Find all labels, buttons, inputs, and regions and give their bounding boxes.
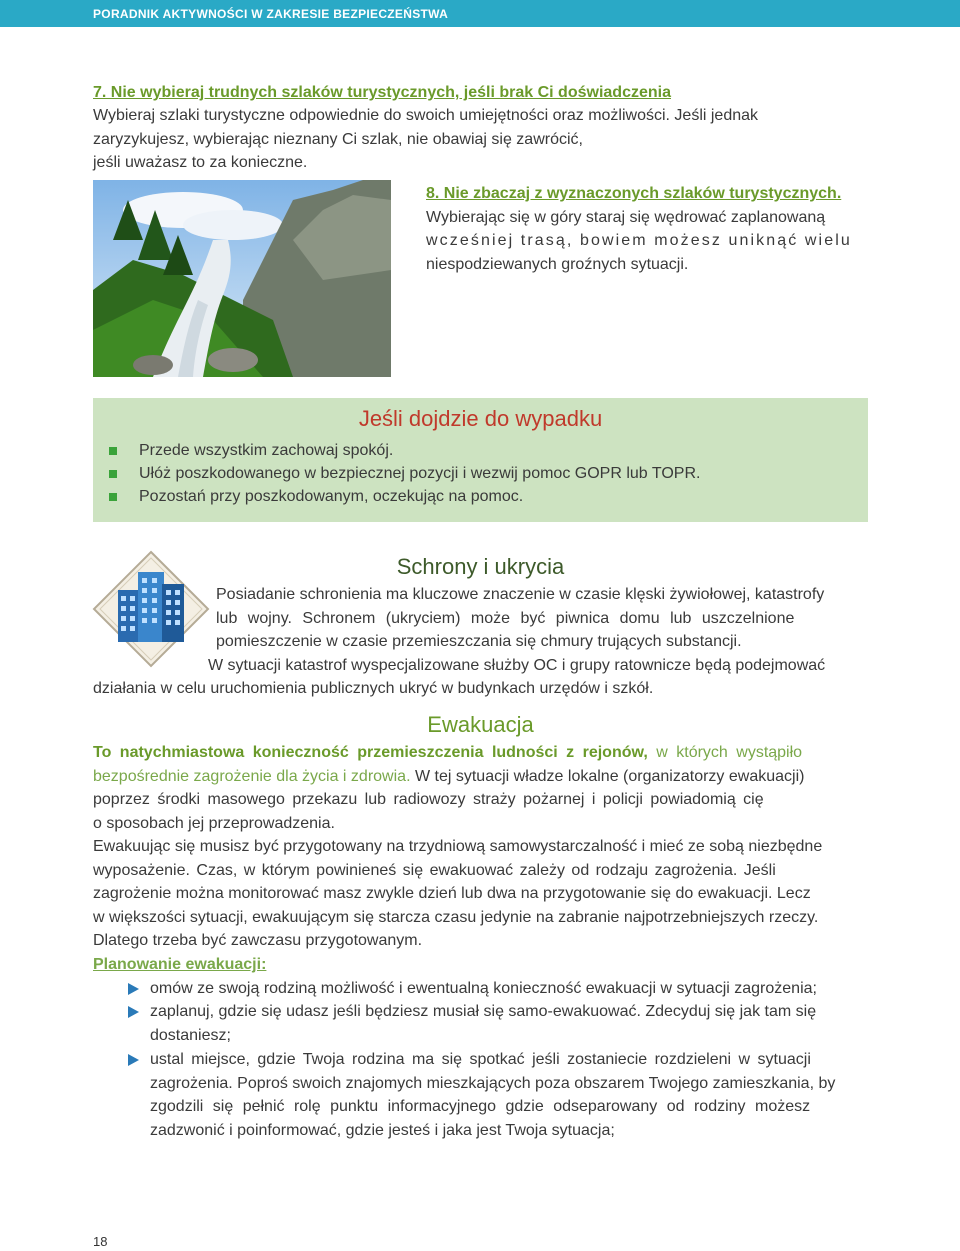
- section7-line-1: Wybieraj szlaki turystyczne odpowiednie do swoich umiejętności oraz możliwości. Jeśli jednak: [93, 107, 759, 124]
- shelters-title: Schrony i ukrycia: [396, 554, 565, 579]
- arrow-right-icon: [128, 1054, 139, 1066]
- section7-heading: 7. Nie wybieraj trudnych szlaków turystycznych, jeśli brak Ci doświadczenia: [93, 84, 671, 101]
- section7-line-3: jeśli uważasz to za konieczne.: [93, 154, 308, 171]
- section8-line-3: niespodziewanych groźnych sytuacji.: [426, 256, 689, 273]
- section7-line-2: zaryzykujesz, wybierając nieznany Ci szlak, nie obawiaj się zawrócić,: [93, 131, 583, 148]
- planning-item-text: omów ze swoją rodziną możliwość i ewentualną konieczność ewakuacji w sytuacji zagrożenia;: [150, 980, 817, 997]
- accident-item: Przede wszystkim zachowaj spokój.: [139, 442, 393, 460]
- bullet-square-icon: [109, 493, 117, 501]
- evacuation-line-4: o sposobach jej przeprowadzenia.: [93, 815, 335, 832]
- accident-info-box: [93, 398, 868, 522]
- shelters-line-3: pomieszczenie w czasie przemieszczania się chmury trujących substancji.: [216, 633, 742, 650]
- header-title: PORADNIK AKTYWNOŚCI W ZAKRESIE BEZPIECZEŃSTWA: [93, 7, 449, 21]
- evacuation-line-6: wyposażenie. Czas, w którym powinieneś się ewakuować zależy od rodzaju zagrożenia. Jeśli: [93, 862, 776, 879]
- evacuation-line-2: bezpośrednie zagrożenie dla życia i zdrowia. W tej sytuacji władze lokalne (organizatorzy ewakuacji): [93, 768, 805, 785]
- shelters-line-5: działania w celu uruchomienia publicznych ukryć w budynkach urzędów i szkół.: [93, 680, 654, 697]
- arrow-right-icon: [128, 983, 139, 995]
- evacuation-line-9: Dlatego trzeba być zawczasu przygotowanym.: [93, 932, 423, 949]
- mountain-stream-photo: [93, 180, 391, 377]
- evacuation-title: Ewakuacja: [427, 712, 534, 737]
- arrow-right-icon: [128, 1006, 139, 1018]
- building-icon: [92, 550, 210, 668]
- planning-item-text: ustal miejsce, gdzie Twoja rodzina ma się spotkać jeśli zostaniecie rozdzieleni w sytuacji zagrożenia. Poproś swoich znajomych mieszkających poza obszarem Twojego zamieszkania, by zgodzili się pełnić rolę punktu informacyjnego gdzie odseparowany od rodziny możesz zadzwonić i poinformować, gdzie jesteś i jaka jest Twoja sytuacja;: [150, 1051, 836, 1139]
- section8-line-1: Wybierając się w góry staraj się wędrować zaplanowaną: [426, 209, 826, 226]
- accident-item: Pozostań przy poszkodowanym, oczekując na pomoc.: [139, 488, 523, 506]
- planning-heading: Planowanie ewakuacji:: [93, 956, 267, 973]
- accident-title: Jeśli dojdzie do wypadku: [358, 406, 603, 431]
- header-bar: [0, 0, 960, 27]
- page-number: 18: [93, 1234, 108, 1249]
- section8-line-2: wcześniej trasą, bowiem możesz uniknąć wielu: [426, 232, 852, 249]
- evacuation-intro: To natychmiastowa konieczność przemieszczenia ludności z rejonów, w których wystąpiło: [93, 744, 803, 761]
- bullet-square-icon: [109, 470, 117, 478]
- accident-item: Ułóż poszkodowanego w bezpiecznej pozycji i wezwij pomoc GOPR lub TOPR.: [139, 465, 700, 483]
- planning-item-text: zaplanuj, gdzie się udasz jeśli będziesz musiał się samo-ewakuować. Zdecyduj się jak tam się dostaniesz;: [150, 1003, 817, 1044]
- evacuation-line-5: Ewakuując się musisz być przygotowany na trzydniową samowystarczalność i mieć ze sobą niezbędne: [93, 838, 823, 855]
- evacuation-line-8: w większości sytuacji, ewakuującym się starcza czasu jedynie na zabranie najpotrzebniejszych rzeczy.: [93, 909, 819, 926]
- shelters-line-2: lub wojny. Schronem (ukryciem) może być piwnica domu lub uszczelnione: [216, 610, 795, 627]
- shelters-line-4: W sytuacji katastrof wyspecjalizowane służby OC i grupy ratownicze będą podejmować: [208, 657, 826, 674]
- evacuation-line-7: zagrożenie można monitorować masz zwykle dzień lub dwa na przygotowanie się do ewakuacji. Lecz: [93, 885, 811, 902]
- bullet-square-icon: [109, 447, 117, 455]
- evacuation-line-3: poprzez środki masowego przekazu lub radiowozy straży pożarnej i policji powiadomią cię: [93, 791, 764, 808]
- shelters-line-1: Posiadanie schronienia ma kluczowe znaczenie w czasie klęski żywiołowej, katastrofy: [216, 586, 825, 603]
- section8-heading: 8. Nie zbaczaj z wyznaczonych szlaków turystycznych.: [426, 185, 842, 202]
